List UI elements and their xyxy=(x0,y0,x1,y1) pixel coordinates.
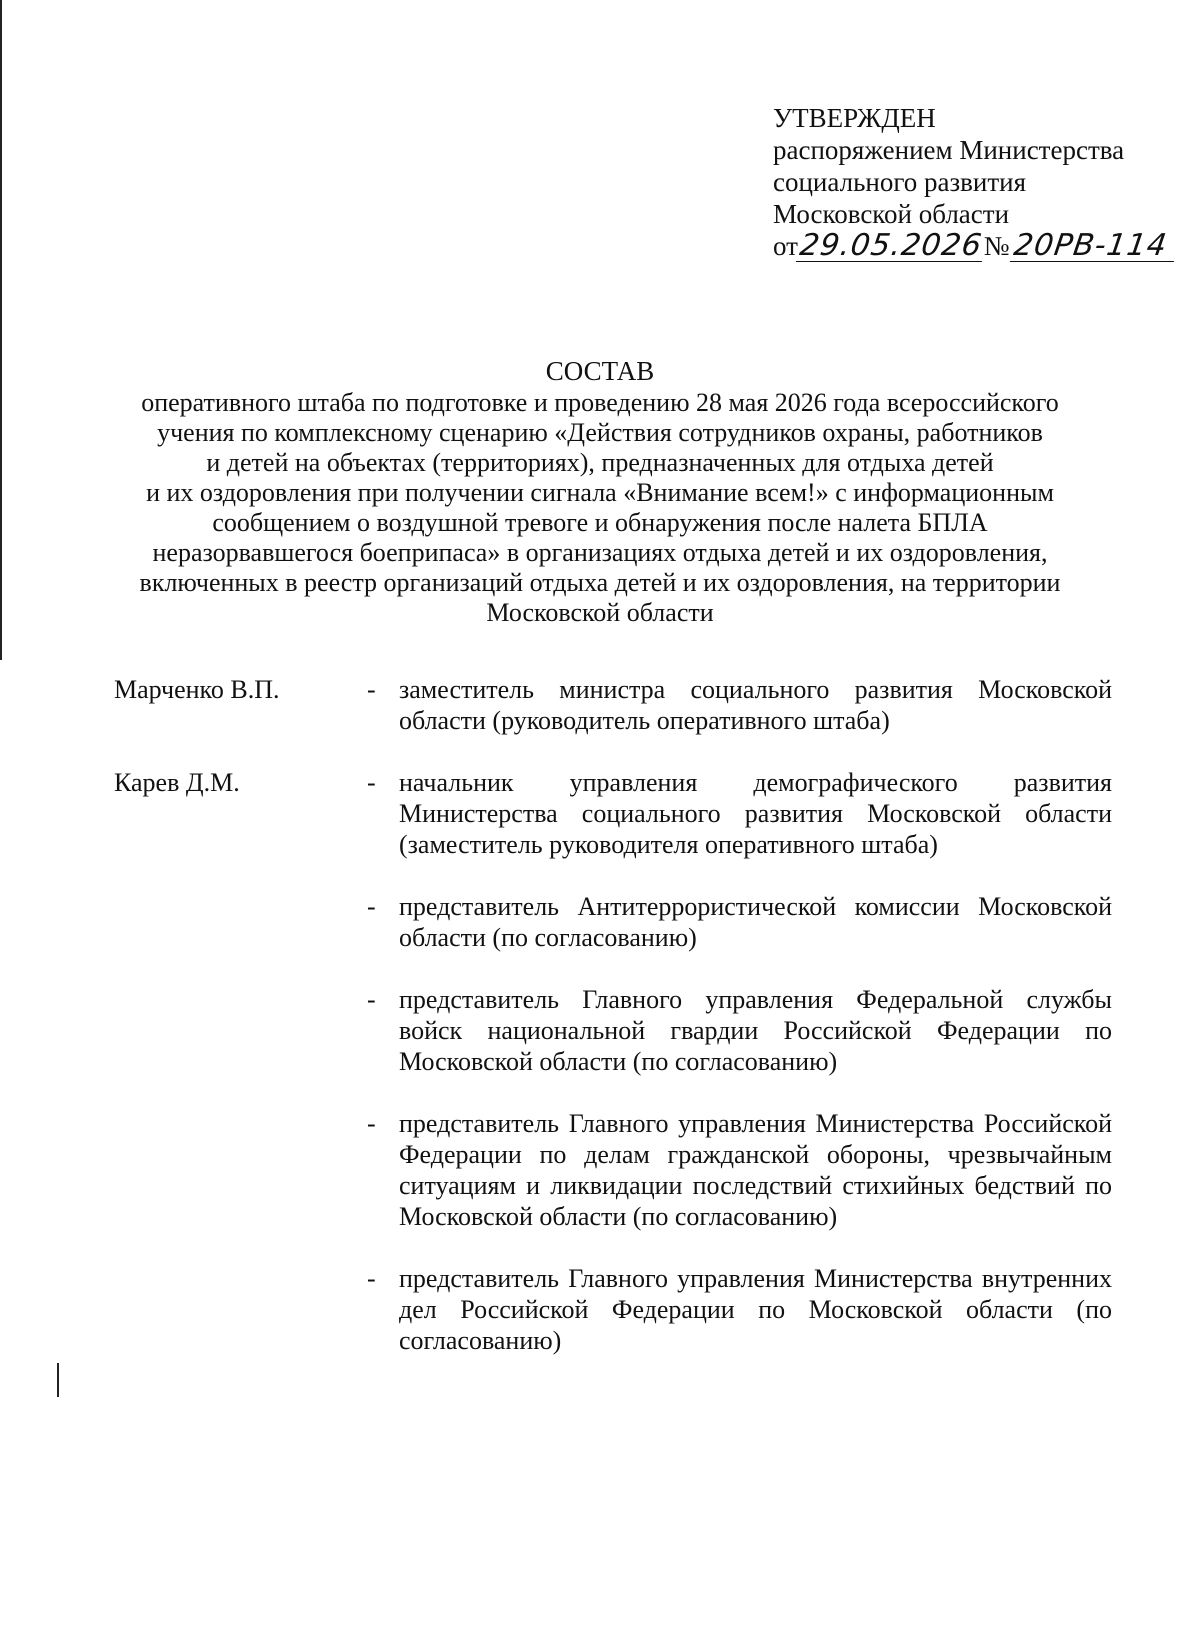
approval-line-2: социального развития xyxy=(773,167,1027,197)
member-dash: - xyxy=(367,1264,376,1293)
title-line: оперативного штаба по подготовке и проведению 28 мая 2026 года всероссийского xyxy=(141,388,1059,417)
member-dash: - xyxy=(367,892,376,921)
member-row xyxy=(114,674,1112,736)
date-prefix: от xyxy=(773,231,798,261)
members-list xyxy=(114,674,1112,1387)
member-row xyxy=(114,1108,1112,1232)
approval-order-line xyxy=(773,230,1176,262)
title-line: и их оздоровления при получении сигнала «Внимание всем!» с информационным xyxy=(146,478,1054,507)
title-line: Московской области xyxy=(486,598,714,627)
scan-mark xyxy=(57,1363,59,1397)
member-row xyxy=(114,1263,1112,1356)
handwritten-date: 29.05.2026 xyxy=(797,228,985,263)
title-line: учения по комплексному сценарию «Действия сотрудников охраны, работников xyxy=(157,418,1043,447)
member-description: начальник управления демографического развития Министерства социального развития Московской области (заместитель руководителя оперативного штаба) xyxy=(399,768,1112,859)
member-description: представитель Главного управления Министерства Российской Федерации по делам гражданской обороны, чрезвычайным ситуациям и ликвидации последствий стихийных бедствий по Московской области (по согласованию) xyxy=(399,1109,1112,1231)
member-dash: - xyxy=(367,985,376,1014)
approval-line-1: распоряжением Министерства xyxy=(773,135,1125,165)
member-row xyxy=(114,984,1112,1077)
title-line: сообщением о воздушной тревоге и обнаружения после налета БПЛА xyxy=(212,508,988,537)
member-description: представитель Антитеррористической комиссии Московской области (по согласованию) xyxy=(399,892,1112,952)
member-row xyxy=(114,891,1112,953)
member-row xyxy=(114,767,1112,860)
number-prefix: № xyxy=(983,231,1010,261)
document-title: СОСТАВ xyxy=(545,356,655,386)
title-line: неразорвавшегося боеприпаса» в организациях отдыха детей и их оздоровления, xyxy=(152,538,1048,567)
scan-edge-line xyxy=(0,0,2,660)
approval-line-3: Московской области xyxy=(773,199,1010,229)
member-description: представитель Главного управления Федеральной службы войск национальной гвардии Российской Федерации по Московской области (по согласованию) xyxy=(399,985,1112,1076)
member-name: Карев Д.М. xyxy=(114,768,240,797)
member-dash: - xyxy=(367,675,376,704)
handwritten-number: 20РВ-114 xyxy=(1009,231,1177,262)
member-description: заместитель министра социального развития Московской области (руководитель оперативного штаба) xyxy=(399,675,1112,735)
member-description: представитель Главного управления Министерства внутренних дел Российской Федерации по Московской области (по согласованию) xyxy=(399,1264,1112,1355)
title-line: и детей на объектах (территориях), предназначенных для отдыха детей xyxy=(206,448,994,477)
member-dash: - xyxy=(367,1109,376,1138)
member-dash: - xyxy=(367,768,376,797)
member-name: Марченко В.П. xyxy=(114,675,280,704)
approval-heading: УТВЕРЖДЕН xyxy=(773,103,936,133)
title-line: включенных в реестр организаций отдыха детей и их оздоровления, на территории xyxy=(139,568,1061,597)
approval-block xyxy=(773,102,1176,262)
title-block xyxy=(100,356,1100,628)
